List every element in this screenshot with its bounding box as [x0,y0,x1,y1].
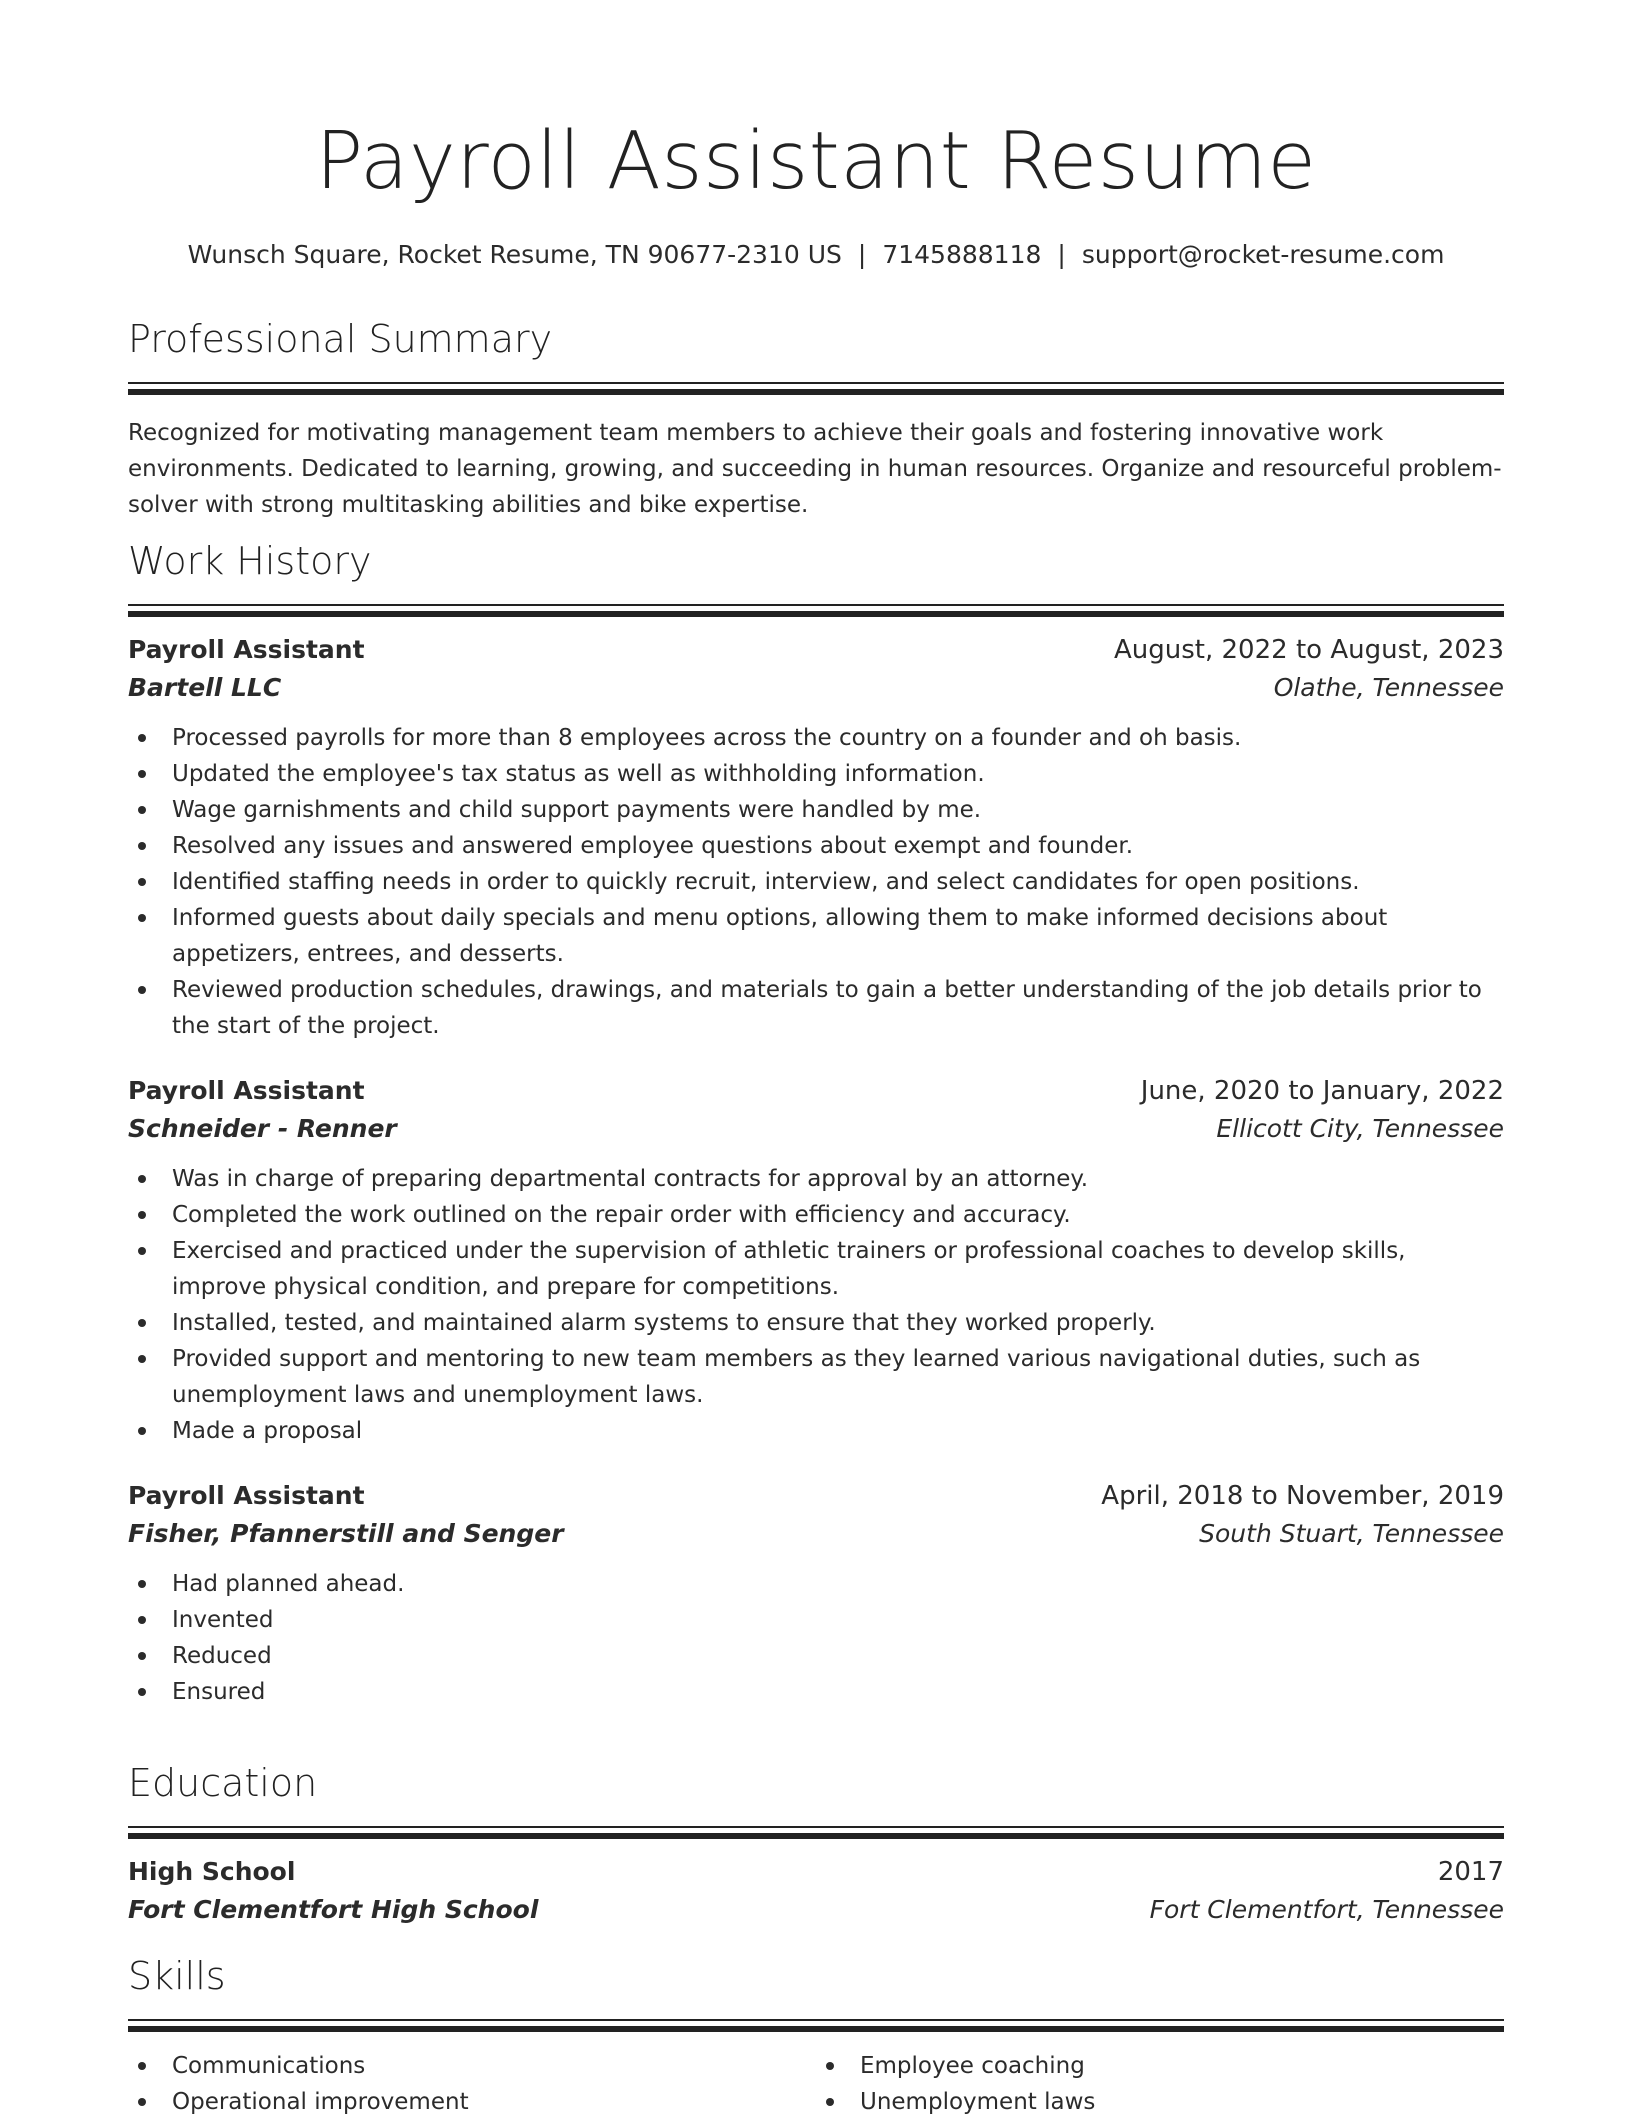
skills-list-left [128,2048,816,2120]
section-divider [128,382,1504,384]
work-history-heading: Work History [128,539,372,583]
job-company: Bartell LLC [128,672,282,702]
list-item: Had planned ahead. [172,1566,1504,1602]
education-section [128,1762,1504,1924]
list-item: Completed the work outlined on the repair order with efficiency and accuracy. [172,1197,1504,1233]
job-entry [128,1481,1504,1710]
job-company: Schneider - Renner [128,1113,397,1143]
job-entry [128,635,1504,1044]
section-divider [128,1826,1504,1828]
list-item: Was in charge of preparing departmental contracts for approval by an attorney. [172,1161,1504,1197]
job-title: Payroll Assistant [128,634,365,664]
education-school: Fort Clementfort High School [128,1894,539,1924]
contact-phone: 7145888118 [882,240,1042,269]
resume-title: Payroll Assistant Resume [315,115,1317,207]
education-heading: Education [128,1761,318,1805]
job-entry [128,1076,1504,1449]
section-divider [128,389,1504,395]
summary-section [128,318,1504,523]
job-location: Ellicott City, Tennessee [1216,1113,1504,1143]
list-item: Ensured [172,1674,1504,1710]
summary-heading: Professional Summary [128,317,553,361]
list-item: Identified staffing needs in order to quickly recruit, interview, and select candidates for open positions. [172,864,1504,900]
list-item: Provided support and mentoring to new team members as they learned various navigational duties, such as unemployment laws and unemployment laws. [172,1341,1504,1413]
skills-section [128,1955,1504,2120]
list-item: Made a proposal [172,1413,1504,1449]
job-title: Payroll Assistant [128,1075,365,1105]
education-location: Fort Clementfort, Tennessee [1149,1894,1504,1924]
job-dates: August, 2022 to August, 2023 [1114,634,1504,665]
job-bullets [128,1161,1504,1449]
job-location: Olathe, Tennessee [1273,672,1504,702]
list-item: Invented [172,1602,1504,1638]
education-entry [128,1857,1504,1924]
job-dates: April, 2018 to November, 2019 [1101,1480,1504,1511]
skills-heading: Skills [128,1954,226,1998]
contact-address: Wunsch Square, Rocket Resume, TN 90677-2310 US [187,240,842,269]
list-item: Unemployment laws [860,2084,1504,2120]
list-item: Reduced [172,1638,1504,1674]
job-dates: June, 2020 to January, 2022 [1140,1075,1504,1106]
list-item: Operational improvement [172,2084,816,2120]
list-item: Processed payrolls for more than 8 employees across the country on a founder and oh basis. [172,720,1504,756]
section-divider [128,1833,1504,1839]
contact-separator: | [857,240,867,269]
list-item: Informed guests about daily specials and menu options, allowing them to make informed decisions about appetizers, entrees, and desserts. [172,900,1504,972]
work-history-section [128,540,1504,1710]
list-item: Resolved any issues and answered employee questions about exempt and founder. [172,828,1504,864]
education-year: 2017 [1437,1856,1504,1887]
job-company: Fisher, Pfannerstill and Senger [128,1518,564,1548]
list-item: Employee coaching [860,2048,1504,2084]
section-divider [128,604,1504,606]
job-title: Payroll Assistant [128,1480,365,1510]
list-item: Wage garnishments and child support payments were handled by me. [172,792,1504,828]
contact-email[interactable]: support@rocket-resume.com [1081,240,1445,269]
summary-text: Recognized for motivating management team members to achieve their goals and fostering innovative work environments. Dedicated to learning, growing, and succeeding in human resources. Organize and resourceful problem-solver with strong multitasking abilities and bike expertise. [128,419,1502,518]
job-bullets [128,1566,1504,1710]
skills-columns [128,2048,1504,2120]
job-location: South Stuart, Tennessee [1199,1518,1504,1548]
education-degree: High School [128,1856,296,1886]
section-divider [128,2026,1504,2032]
section-divider [128,611,1504,617]
section-divider [128,2019,1504,2021]
list-item: Updated the employee's tax status as well as withholding information. [172,756,1504,792]
list-item: Exercised and practiced under the supervision of athletic trainers or professional coaches to develop skills, improve physical condition, and prepare for competitions. [172,1233,1504,1305]
list-item: Communications [172,2048,816,2084]
list-item: Installed, tested, and maintained alarm systems to ensure that they worked properly. [172,1305,1504,1341]
job-bullets [128,720,1504,1044]
contact-line [128,240,1504,269]
list-item: Reviewed production schedules, drawings, and materials to gain a better understanding of the job details prior to the start of the project. [172,972,1504,1044]
contact-separator: | [1057,240,1066,269]
skills-list-right [816,2048,1504,2120]
